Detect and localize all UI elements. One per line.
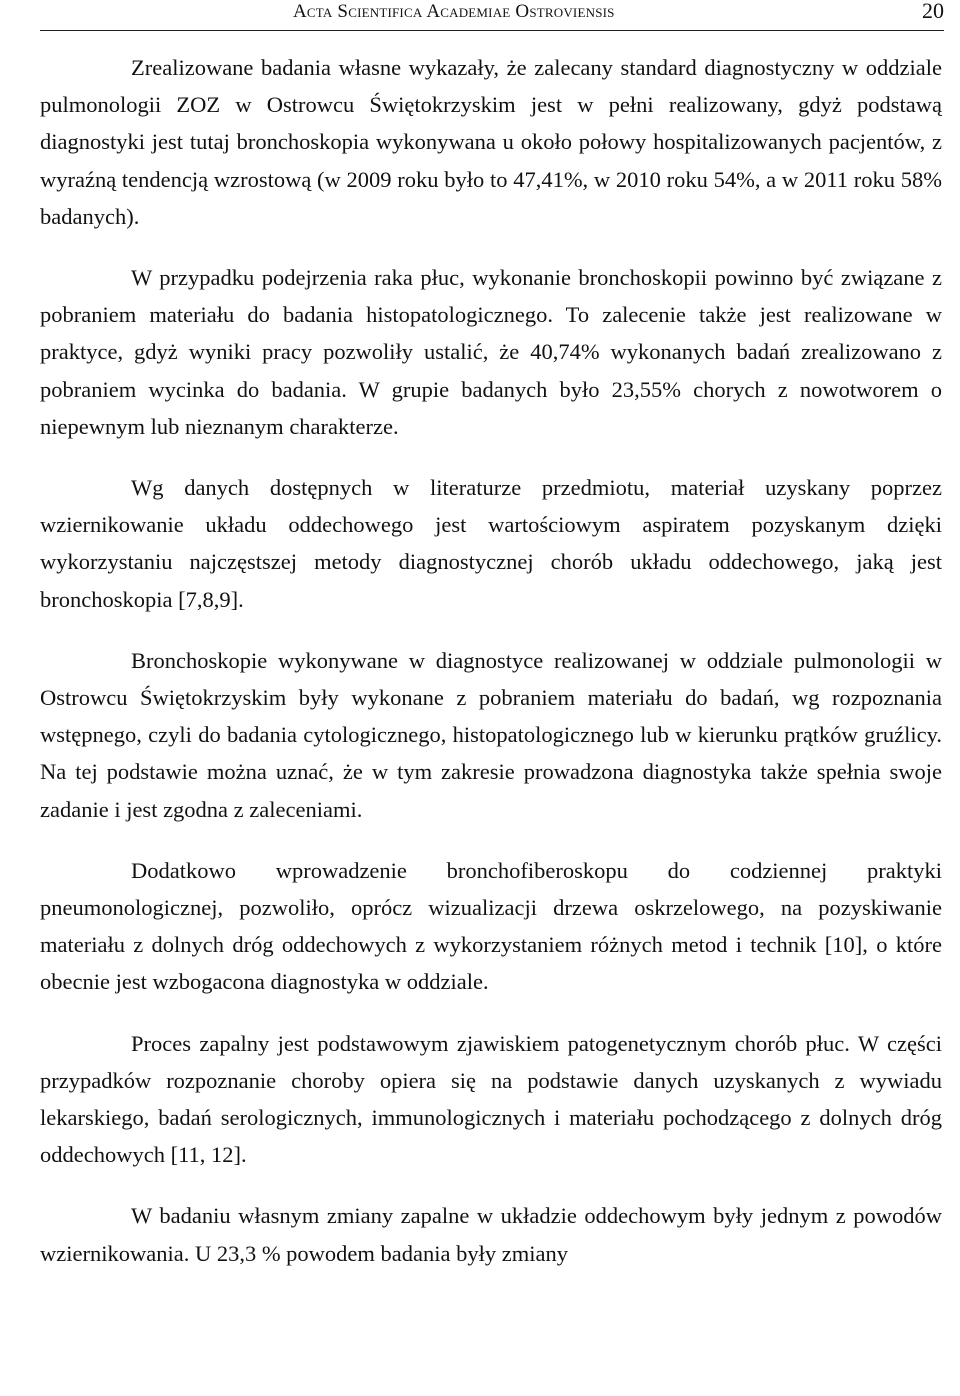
paragraph: W badaniu własnym zmiany zapalne w układzie oddechowym były jednym z powodów wziernikowania. U 23,3 % powodem badania były zmiany bbox=[40, 1203, 942, 1266]
paragraph: Dodatkowo wprowadzenie bronchofiberoskopu do codziennej praktyki pneumonologicznej, pozwoliło, oprócz wizualizacji drzewa oskrzelowego, na pozyskiwanie materiału z dolnych dróg oddechowych z wykorzystaniem różnych metod i technik [10], o które obecnie jest wzbogacona diagnostyka w oddziale. bbox=[40, 857, 942, 995]
journal-title: Acta Scientifica Academiae Ostroviensis bbox=[293, 1, 615, 22]
paragraph: Wg danych dostępnych w literaturze przedmiotu, materiał uzyskany poprzez wziernikowanie układu oddechowego jest wartościowym aspiratem pozyskanym dzięki wykorzystaniu najczęstszej metody diagnostycznej chorób układu oddechowego, jaką jest bronchoskopia [7,8,9]. bbox=[40, 475, 942, 612]
running-header bbox=[40, 0, 944, 31]
paragraph: Bronchoskopie wykonywane w diagnostyce realizowanej w oddziale pulmonologii w Ostrowcu Świętokrzyskim były wykonane z pobraniem materiału do badań, wg rozpoznania wstępnego, czyli do badania cytologicznego, histopatologicznego lub w kierunku prątków gruźlicy. Na tej podstawie można uznać, że w tym zakresie prowadzona diagnostyka także spełnia swoje zadanie i jest zgodna z zaleceniami. bbox=[40, 647, 942, 822]
paragraph: W przypadku podejrzenia raka płuc, wykonanie bronchoskopii powinno być związane z pobraniem materiału do badania histopatologicznego. To zalecenie także jest realizowane w praktyce, gdyż wyniki pracy pozwoliły ustalić, że 40,74% wykonanych badań zrealizowano z pobraniem wycinka do badania. W grupie badanych było 23,55% chorych z nowotworem o niepewnym lub nieznanym charakterze. bbox=[40, 265, 942, 439]
article-body bbox=[40, 49, 942, 1272]
paragraph: Zrealizowane badania własne wykazały, że zalecany standard diagnostyczny w oddziale pulmonologii ZOZ w Ostrowcu Świętokrzyskim jest w pełni realizowany, gdyż podstawą diagnostyki jest tutaj bronchoskopia wykonywana u około połowy hospitalizowanych pacjentów, z wyraźną tendencją wzrostową (w 2009 roku było to 47,41%, w 2010 roku 54%, a w 2011 roku 58% badanych). bbox=[40, 55, 942, 229]
page-number: 20 bbox=[922, 0, 944, 23]
paragraph: Proces zapalny jest podstawowym zjawiskiem patogenetycznym chorób płuc. W części przypadków rozpoznanie choroby opiera się na podstawie danych uzyskanych z wywiadu lekarskiego, badań serologicznych, immunologicznych i materiału pochodzącego z dolnych dróg oddechowych [11, 12]. bbox=[40, 1030, 942, 1168]
